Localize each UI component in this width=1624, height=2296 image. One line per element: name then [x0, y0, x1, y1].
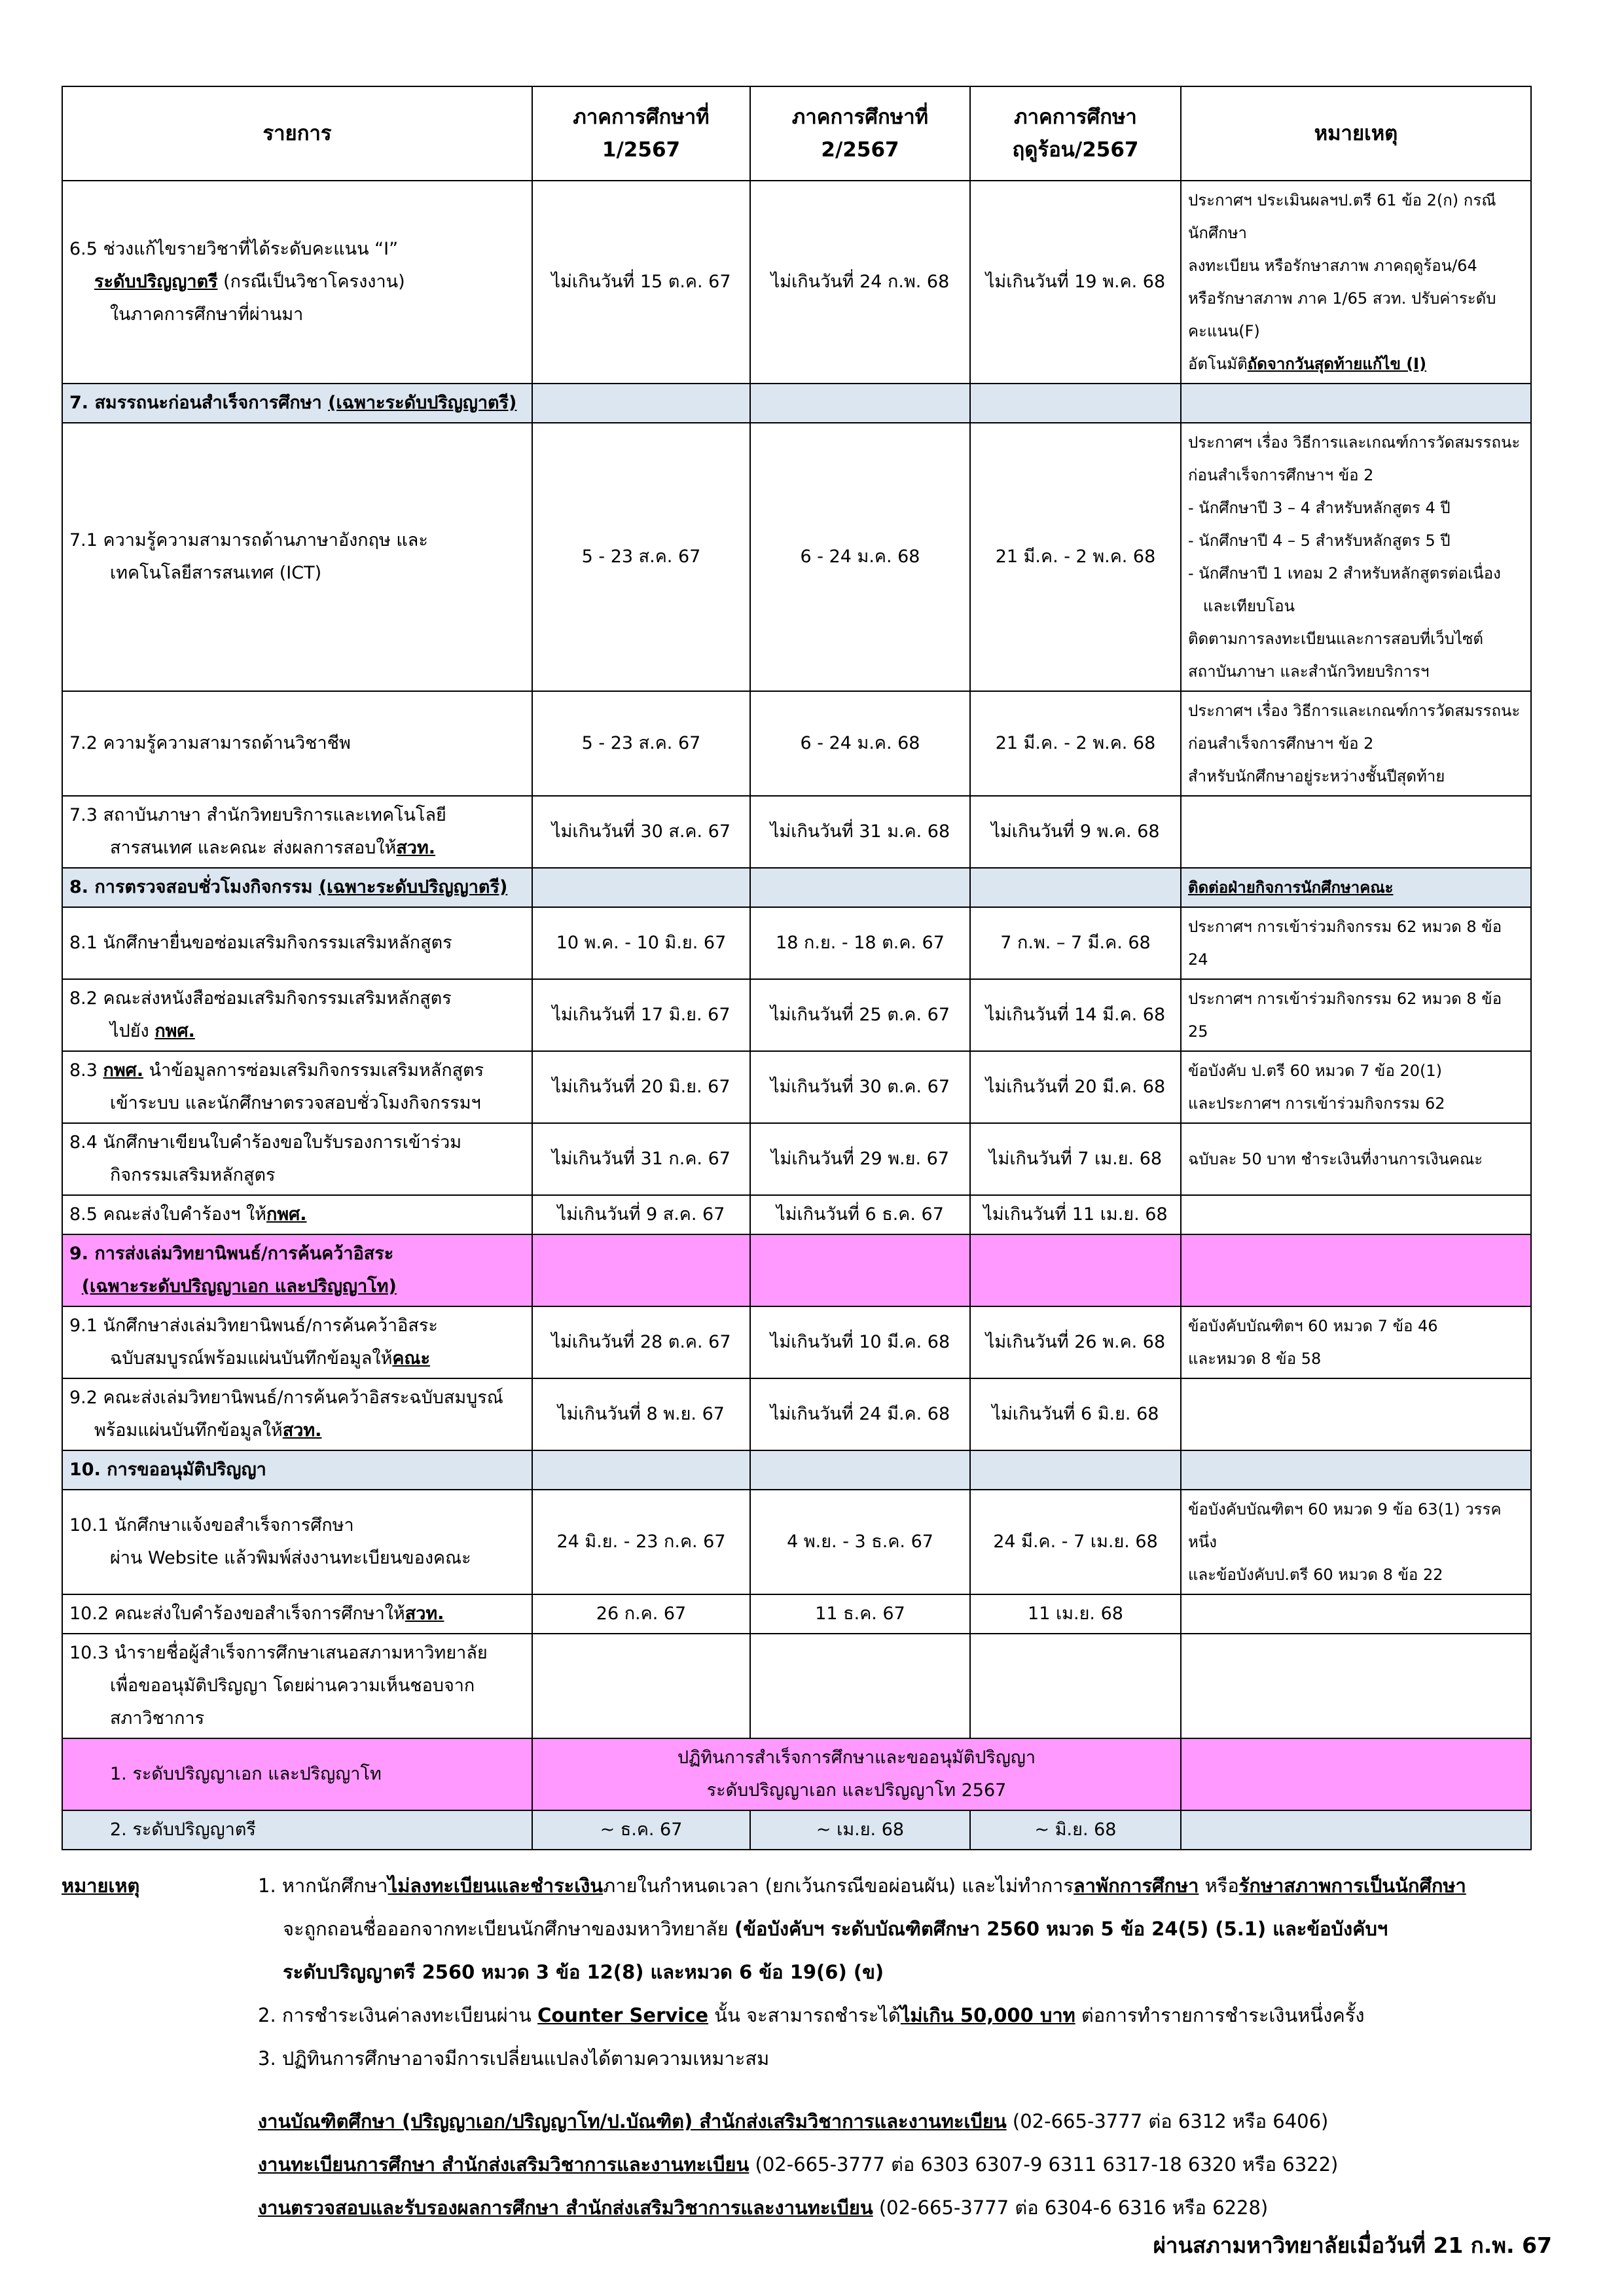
table-row-8-4 — [62, 1123, 1531, 1195]
note-7-1: ประกาศฯ เรื่อง วิธีการและเกณฑ์การวัดสมรรถนะ ก่อนสำเร็จการศึกษาฯ ข้อ 2 - นักศึกษาปี 3 – 4 สำหรับหลักสูตร 4 ปี - นักศึกษาปี 4 – 5 สำหรับหลักสูตร 5 ปี - นักศึกษาปี 1 เทอม 2 สำหรับหลักสูตรต่อเนื่อง และเทียบโอน ติดตามการลงทะเบียนและการสอบที่เว็บไซต์ สถาบันภาษา และสำนักวิทยบริการฯ — [1181, 423, 1531, 691]
section-10-title: 10. การขออนุมัติปริญญา — [62, 1450, 532, 1490]
item-8-4: 8.4 นักศึกษาเขียนใบคำร้องขอใบรับรองการเข้าร่วม กิจกรรมเสริมหลักสูตร — [62, 1123, 532, 1195]
date-10-2-s3: 11 เม.ย. 68 — [970, 1594, 1181, 1634]
date-10-3-2-s2: ~ เม.ย. 68 — [750, 1810, 970, 1850]
contact-registration: งานทะเบียนการศึกษา สำนักส่งเสริมวิชาการและงานทะเบียน (02-665-3777 ต่อ 6303 6307-9 6311 6317-18 6320 หรือ 6322) — [258, 2153, 1339, 2176]
date-7-2-s1: 5 - 23 ส.ค. 67 — [532, 691, 750, 796]
date-9-1-s1: ไม่เกินวันที่ 28 ต.ค. 67 — [532, 1306, 750, 1378]
date-8-4-s2: ไม่เกินวันที่ 29 พ.ย. 67 — [750, 1123, 970, 1195]
remark-1-line-1: 1. หากนักศึกษาไม่ลงทะเบียนและชำระเงินภายในกำหนดเวลา (ยกเว้นกรณีขอผ่อนผัน) และไม่ทำการลาพักการศึกษา หรือรักษาสภาพการเป็นนักศึกษา — [258, 1874, 1466, 1897]
item-10-3: 10.3 นำรายชื่อผู้สำเร็จการศึกษาเสนอสภามหาวิทยาลัย เพื่อขออนุมัติปริญญา โดยผ่านความเห็นชอบจาก สภาวิชาการ — [62, 1634, 532, 1738]
table-row-8-2 — [62, 979, 1531, 1051]
header-semester-2: ภาคการศึกษาที่ 2/2567 — [750, 86, 970, 181]
table-row-8-3 — [62, 1051, 1531, 1123]
date-10-2-s1: 26 ก.ค. 67 — [532, 1594, 750, 1634]
date-6-5-s2: ไม่เกินวันที่ 24 ก.พ. 68 — [750, 181, 970, 384]
table-row-7-3 — [62, 796, 1531, 868]
item-7-1: 7.1 ความรู้ความสามารถด้านภาษาอังกฤษ และ เทคโนโลยีสารสนเทศ (ICT) — [62, 423, 532, 691]
date-7-3-s2: ไม่เกินวันที่ 31 ม.ค. 68 — [750, 796, 970, 868]
date-8-3-s3: ไม่เกินวันที่ 20 มี.ค. 68 — [970, 1051, 1181, 1123]
remark-3: 3. ปฏิทินการศึกษาอาจมีการเปลี่ยนแปลงได้ตามความเหมาะสม — [258, 2047, 770, 2070]
contact-verification: งานตรวจสอบและรับรองผลการศึกษา สำนักส่งเสริมวิชาการและงานทะเบียน (02-665-3777 ต่อ 6304-6 6316 หรือ 6228) — [258, 2197, 1269, 2219]
note-10-1: ข้อบังคับบัณฑิตฯ 60 หมวด 9 ข้อ 63(1) วรรคหนึ่ง และข้อบังคับป.ตรี 60 หมวด 8 ข้อ 22 — [1181, 1490, 1531, 1594]
date-7-1-s2: 6 - 24 ม.ค. 68 — [750, 423, 970, 691]
remarks-label: หมายเหตุ — [62, 1874, 140, 1897]
date-6-5-s3: ไม่เกินวันที่ 19 พ.ค. 68 — [970, 181, 1181, 384]
date-7-3-s3: ไม่เกินวันที่ 9 พ.ค. 68 — [970, 796, 1181, 868]
note-8-4: ฉบับละ 50 บาท ชำระเงินที่งานการเงินคณะ — [1181, 1123, 1531, 1195]
item-8-3: 8.3 กพศ. นำข้อมูลการซ่อมเสริมกิจกรรมเสริมหลักสูตร เข้าระบบ และนักศึกษาตรวจสอบชั่วโมงกิจกรรมฯ — [62, 1051, 532, 1123]
section-8-row — [62, 868, 1531, 907]
remark-1-line-2: จะถูกถอนชื่อออกจากทะเบียนนักศึกษาของมหาวิทยาลัย (ข้อบังคับฯ ระดับบัณฑิตศึกษา 2560 หมวด 5 ข้อ 24(5) (5.1) และข้อบังคับฯ — [283, 1918, 1388, 1940]
calendar-table — [62, 86, 1532, 1850]
date-9-2-s1: ไม่เกินวันที่ 8 พ.ย. 67 — [532, 1378, 750, 1450]
date-7-1-s3: 21 มี.ค. - 2 พ.ค. 68 — [970, 423, 1181, 691]
date-8-5-s1: ไม่เกินวันที่ 9 ส.ค. 67 — [532, 1195, 750, 1234]
table-row-10-3-1 — [62, 1738, 1531, 1810]
item-7-3: 7.3 สถาบันภาษา สำนักวิทยบริการและเทคโนโลยี สารสนเทศ และคณะ ส่งผลการสอบให้สวท. — [62, 796, 532, 868]
item-9-2: 9.2 คณะส่งเล่มวิทยานิพนธ์/การค้นคว้าอิสระฉบับสมบูรณ์ พร้อมแผ่นบันทึกข้อมูลให้สวท. — [62, 1378, 532, 1450]
date-7-1-s1: 5 - 23 ส.ค. 67 — [532, 423, 750, 691]
date-10-1-s2: 4 พ.ย. - 3 ธ.ค. 67 — [750, 1490, 970, 1594]
item-7-2: 7.2 ความรู้ความสามารถด้านวิชาชีพ — [62, 691, 532, 796]
header-remark: หมายเหตุ — [1181, 86, 1531, 181]
date-7-3-s1: ไม่เกินวันที่ 30 ส.ค. 67 — [532, 796, 750, 868]
table-row-6-5 — [62, 181, 1531, 384]
table-row-9-1 — [62, 1306, 1531, 1378]
section-7-row — [62, 384, 1531, 423]
date-10-3-2-s3: ~ มิ.ย. 68 — [970, 1810, 1181, 1850]
date-8-5-s3: ไม่เกินวันที่ 11 เม.ย. 68 — [970, 1195, 1181, 1234]
date-10-1-s1: 24 มิ.ย. - 23 ก.ค. 67 — [532, 1490, 750, 1594]
date-8-1-s3: 7 ก.พ. – 7 มี.ค. 68 — [970, 907, 1181, 979]
table-row-9-2 — [62, 1378, 1531, 1450]
date-7-2-s3: 21 มี.ค. - 2 พ.ค. 68 — [970, 691, 1181, 796]
note-8-1: ประกาศฯ การเข้าร่วมกิจกรรม 62 หมวด 8 ข้อ 24 — [1181, 907, 1531, 979]
date-8-3-s2: ไม่เกินวันที่ 30 ต.ค. 67 — [750, 1051, 970, 1123]
table-row-8-1 — [62, 907, 1531, 979]
item-9-1: 9.1 นักศึกษาส่งเล่มวิทยานิพนธ์/การค้นคว้าอิสระ ฉบับสมบูรณ์พร้อมแผ่นบันทึกข้อมูลให้คณะ — [62, 1306, 532, 1378]
date-9-2-s2: ไม่เกินวันที่ 24 มี.ค. 68 — [750, 1378, 970, 1450]
item-10-3-2: 2. ระดับปริญญาตรี — [62, 1810, 532, 1850]
item-10-3-1: 1. ระดับปริญญาเอก และปริญญาโท — [62, 1738, 532, 1810]
date-10-2-s2: 11 ธ.ค. 67 — [750, 1594, 970, 1634]
academic-calendar-sheet — [62, 86, 1530, 1850]
section-9-row — [62, 1234, 1531, 1306]
date-9-1-s3: ไม่เกินวันที่ 26 พ.ค. 68 — [970, 1306, 1181, 1378]
table-row-10-2 — [62, 1594, 1531, 1634]
date-8-3-s1: ไม่เกินวันที่ 20 มิ.ย. 67 — [532, 1051, 750, 1123]
remark-2: 2. การชำระเงินค่าลงทะเบียนผ่าน Counter Service นั้น จะสามารถชำระได้ไม่เกิน 50,000 บาท ต่อการทำรายการชำระเงินหนึ่งครั้ง — [258, 2004, 1365, 2026]
table-row-7-1 — [62, 423, 1531, 691]
contact-graduate: งานบัณฑิตศึกษา (ปริญญาเอก/ปริญญาโท/ป.บัณฑิต) สำนักส่งเสริมวิชาการและงานทะเบียน (02-665-3777 ต่อ 6312 หรือ 6406) — [258, 2110, 1329, 2132]
contacts-section — [258, 2100, 1567, 2229]
header-item: รายการ — [62, 86, 532, 181]
item-8-2: 8.2 คณะส่งหนังสือซ่อมเสริมกิจกรรมเสริมหลักสูตร ไปยัง กพศ. — [62, 979, 532, 1051]
section-8-note: ติดต่อฝ่ายกิจการนักศึกษาคณะ — [1181, 868, 1531, 907]
note-8-2: ประกาศฯ การเข้าร่วมกิจกรรม 62 หมวด 8 ข้อ 25 — [1181, 979, 1531, 1051]
date-8-2-s2: ไม่เกินวันที่ 25 ต.ค. 67 — [750, 979, 970, 1051]
table-header-row — [62, 86, 1531, 181]
table-row-10-3-2 — [62, 1810, 1531, 1850]
table-row-8-5 — [62, 1195, 1531, 1234]
table-row-7-2 — [62, 691, 1531, 796]
date-8-5-s2: ไม่เกินวันที่ 6 ธ.ค. 67 — [750, 1195, 970, 1234]
remark-1-line-3: ระดับปริญญาตรี 2560 หมวด 3 ข้อ 12(8) และหมวด 6 ข้อ 19(6) (ข) — [283, 1961, 884, 1983]
note-9-1: ข้อบังคับบัณฑิตฯ 60 หมวด 7 ข้อ 46 และหมวด 8 ข้อ 58 — [1181, 1306, 1531, 1378]
date-7-2-s2: 6 - 24 ม.ค. 68 — [750, 691, 970, 796]
date-9-1-s2: ไม่เกินวันที่ 10 มี.ค. 68 — [750, 1306, 970, 1378]
note-7-2: ประกาศฯ เรื่อง วิธีการและเกณฑ์การวัดสมรรถนะ ก่อนสำเร็จการศึกษาฯ ข้อ 2 สำหรับนักศึกษาอยู่ระหว่างชั้นปีสุดท้าย — [1181, 691, 1531, 796]
date-8-2-s3: ไม่เกินวันที่ 14 มี.ค. 68 — [970, 979, 1181, 1051]
section-8-title: 8. การตรวจสอบชั่วโมงกิจกรรม (เฉพาะระดับปริญญาตรี) — [62, 868, 532, 907]
table-row-10-3 — [62, 1634, 1531, 1738]
date-6-5-s1: ไม่เกินวันที่ 15 ต.ค. 67 — [532, 181, 750, 384]
note-8-3: ข้อบังคับ ป.ตรี 60 หมวด 7 ข้อ 20(1) และประกาศฯ การเข้าร่วมกิจกรรม 62 — [1181, 1051, 1531, 1123]
header-summer: ภาคการศึกษา ฤดูร้อน/2567 — [970, 86, 1181, 181]
table-row-10-1 — [62, 1490, 1531, 1594]
item-8-1: 8.1 นักศึกษายื่นขอซ่อมเสริมกิจกรรมเสริมหลักสูตร — [62, 907, 532, 979]
date-9-2-s3: ไม่เกินวันที่ 6 มิ.ย. 68 — [970, 1378, 1181, 1450]
header-semester-1: ภาคการศึกษาที่ 1/2567 — [532, 86, 750, 181]
date-10-3-2-s1: ~ ธ.ค. 67 — [532, 1810, 750, 1850]
note-6-5: ประกาศฯ ประเมินผลฯป.ตรี 61 ข้อ 2(ก) กรณีนักศึกษา ลงทะเบียน หรือรักษาสภาพ ภาคฤดูร้อน/64 หรือรักษาสภาพ ภาค 1/65 สวท. ปรับค่าระดับคะแนน(F) อัตโนมัติถัดจากวันสุดท้ายแก้ไข (I) — [1181, 181, 1531, 384]
date-8-4-s3: ไม่เกินวันที่ 7 เม.ย. 68 — [970, 1123, 1181, 1195]
section-10-row — [62, 1450, 1531, 1490]
date-8-1-s1: 10 พ.ค. - 10 มิ.ย. 67 — [532, 907, 750, 979]
section-9-title: 9. การส่งเล่มวิทยานิพนธ์/การค้นคว้าอิสระ (เฉพาะระดับปริญญาเอก และปริญญาโท) — [62, 1234, 532, 1306]
date-8-4-s1: ไม่เกินวันที่ 31 ก.ค. 67 — [532, 1123, 750, 1195]
item-10-2: 10.2 คณะส่งใบคำร้องขอสำเร็จการศึกษาให้สวท. — [62, 1594, 532, 1634]
item-10-1: 10.1 นักศึกษาแจ้งขอสำเร็จการศึกษา ผ่าน Website แล้วพิมพ์ส่งงานทะเบียนของคณะ — [62, 1490, 532, 1594]
approval-statement: ผ่านสภามหาวิทยาลัยเมื่อวันที่ 21 ก.พ. 67 — [1153, 2233, 1552, 2258]
date-10-1-s3: 24 มี.ค. - 7 เม.ย. 68 — [970, 1490, 1181, 1594]
date-8-1-s2: 18 ก.ย. - 18 ต.ค. 67 — [750, 907, 970, 979]
item-8-5: 8.5 คณะส่งใบคำร้องฯ ให้กพศ. — [62, 1195, 532, 1234]
merged-grad-calendar-note: ปฏิทินการสำเร็จการศึกษาและขออนุมัติปริญญา ระดับปริญญาเอก และปริญญาโท 2567 — [532, 1738, 1181, 1810]
date-8-2-s1: ไม่เกินวันที่ 17 มิ.ย. 67 — [532, 979, 750, 1051]
section-7-title: 7. สมรรถนะก่อนสำเร็จการศึกษา (เฉพาะระดับปริญญาตรี) — [62, 384, 532, 423]
item-6-5: 6.5 ช่วงแก้ไขรายวิชาที่ได้ระดับคะแนน “I” ระดับปริญญาตรี (กรณีเป็นวิชาโครงงาน) ในภาคการศึกษาที่ผ่านมา — [62, 181, 532, 384]
